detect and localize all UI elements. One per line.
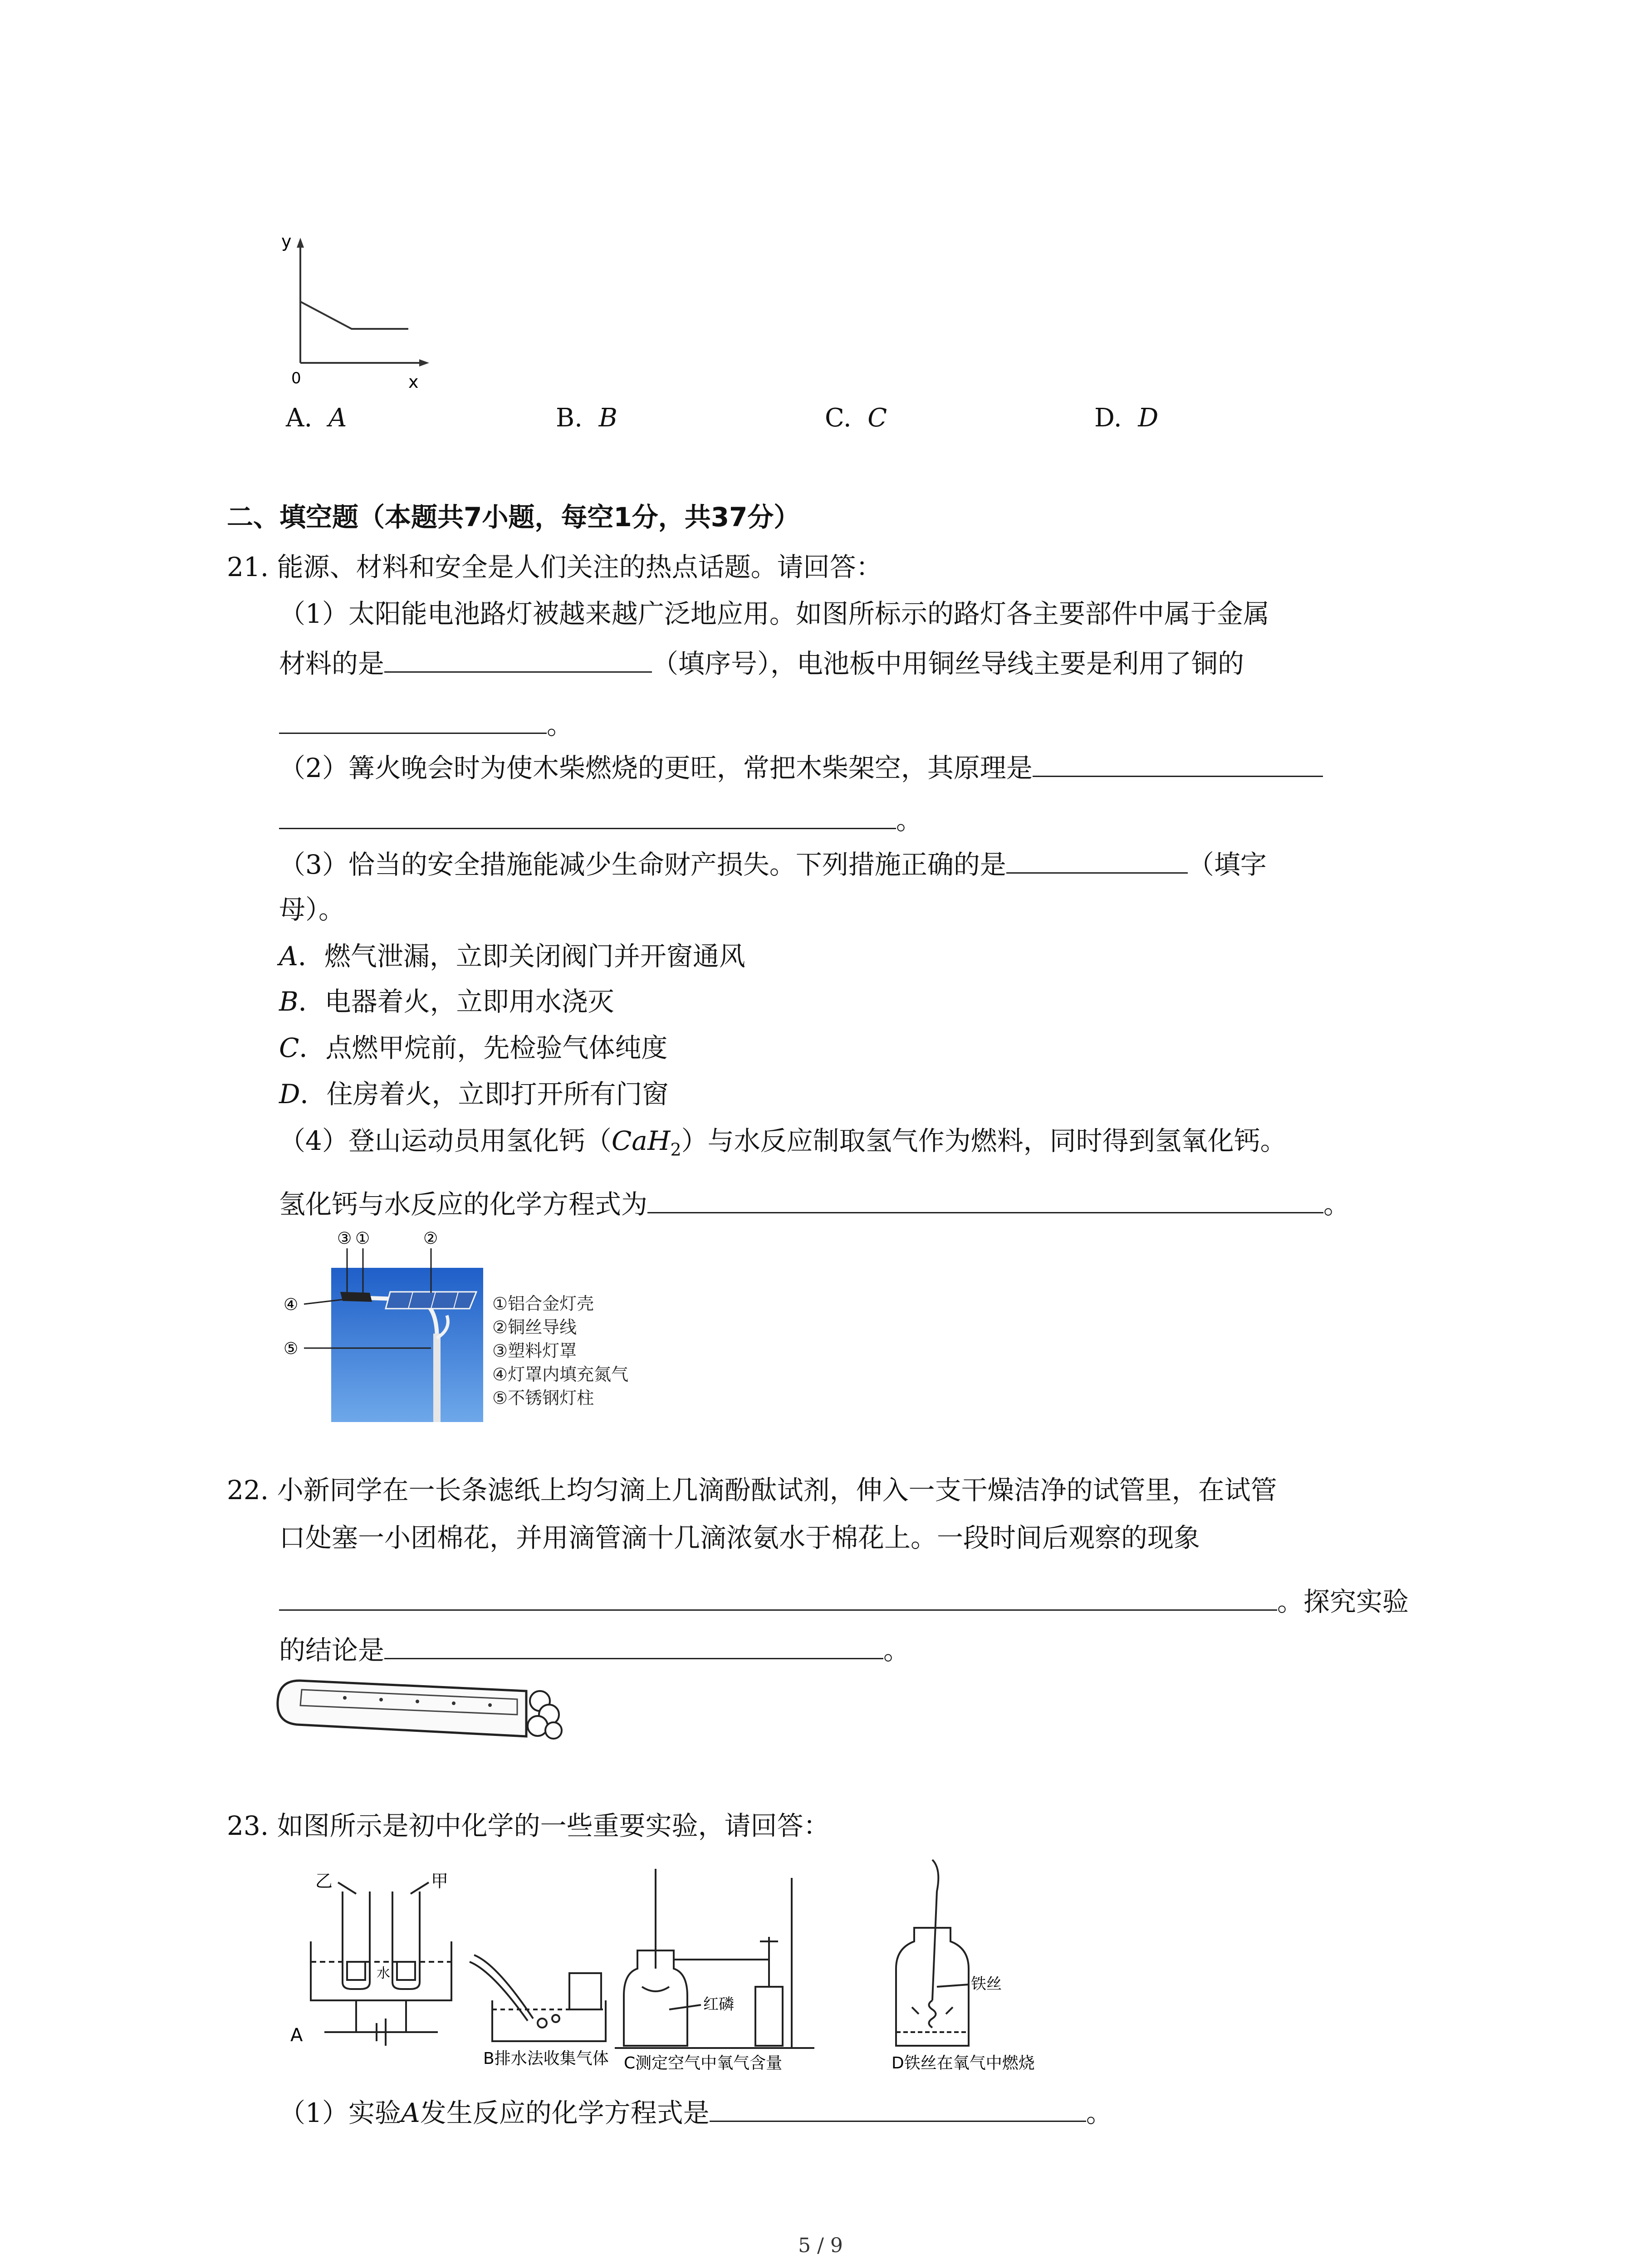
page-number: 5 / 9 — [798, 2234, 843, 2257]
q21-blank-3[interactable] — [1033, 748, 1323, 777]
q21-blank-1[interactable] — [384, 644, 652, 673]
experiments-figure — [279, 1851, 1096, 2077]
q21-stem: 21. 能源、材料和安全是人们关注的热点话题。请回答： — [227, 552, 882, 582]
label-d: D铁丝在氧气中燃烧 — [892, 2054, 1035, 2072]
q22-line4: 的结论是 。 — [279, 1631, 910, 1668]
section-title: 二、填空题（本题共7小题，每空1分，共37分） — [227, 502, 800, 533]
label-water: 水 — [377, 1965, 390, 1981]
label-c: C测定空气中氧气含量 — [624, 2054, 783, 2072]
lamp-label-1: ① — [355, 1229, 370, 1248]
lamp-label-5: ⑤ — [284, 1339, 299, 1358]
experiment-c — [615, 1869, 814, 2048]
graph-origin-label: 0 — [291, 369, 301, 387]
experiment-a — [311, 1882, 451, 2046]
q22-line2: 口处塞一小团棉花，并用滴管滴十几滴浓氨水于棉花上。一段时间后观察的现象 — [279, 1522, 1200, 1553]
lamp-legend — [492, 1292, 628, 1410]
legend-item: ④灯罩内填充氮气 — [492, 1364, 629, 1384]
q21-blank-4[interactable] — [279, 801, 896, 829]
q22-line1: 22. 小新同学在一长条滤纸上均匀滴上几滴酚酞试剂，伸入一支干燥洁净的试管里，在试管 — [227, 1475, 1277, 1505]
q23-blank-1[interactable] — [710, 2093, 1086, 2122]
q22-line3: 。探究实验 — [279, 1582, 1409, 1620]
label-jia: 甲 — [431, 1871, 449, 1891]
graph-y-label: y — [281, 231, 292, 251]
q21-part1-line2: 材料的是 （填序号），电池板中用铜丝导线主要是利用了铜的 — [279, 644, 1244, 682]
label-a: A — [290, 2025, 303, 2046]
legend-item: ⑤不锈钢灯柱 — [492, 1388, 594, 1408]
label-iron-wire: 铁丝 — [971, 1975, 1002, 1993]
prev-option-d: D. D — [1094, 403, 1159, 433]
q21-part3-line1: （3）恰当的安全措施能减少生命财产损失。下列措施正确的是 （填字 — [279, 845, 1267, 883]
prev-option-a: A. A — [286, 403, 347, 433]
q21-blank-5[interactable] — [1006, 845, 1188, 874]
q22-blank-1[interactable] — [279, 1582, 1277, 1611]
experiment-d — [896, 1860, 969, 2046]
q21-part4-line1: （4）登山运动员用氢化钙（CaH$_2$）与水反应制取氢气作为燃料，同时得到氢氧化钙。 — [279, 1125, 1287, 1160]
street-lamp-figure — [279, 1225, 665, 1424]
label-yi: 乙 — [315, 1871, 333, 1891]
q21-part4-line2: 氢化钙与水反应的化学方程式为 。 — [279, 1185, 1350, 1222]
q23-stem: 23. 如图所示是初中化学的一些重要实验，请回答： — [227, 1810, 830, 1841]
lamp-label-2: ② — [423, 1229, 438, 1248]
experiment-b — [470, 1955, 606, 2041]
prev-option-c: C. C — [825, 403, 887, 433]
q21-part1-line3: 。 — [279, 705, 573, 743]
line-graph — [272, 227, 436, 395]
legend-item: ①铝合金灯壳 — [492, 1294, 594, 1314]
legend-item: ③塑料灯罩 — [492, 1341, 577, 1361]
q21-option-c: C．点燃甲烷前，先检验气体纯度 — [279, 1032, 668, 1063]
legend-item: ②铜丝导线 — [492, 1317, 577, 1337]
q21-option-b: B．电器着火，立即用水浇灭 — [279, 986, 614, 1017]
q21-part1-line1: （1）太阳能电池路灯被越来越广泛地应用。如图所标示的路灯各主要部件中属于金属 — [279, 598, 1269, 629]
q21-option-a: A．燃气泄漏，立即关闭阀门并开窗通风 — [279, 941, 745, 972]
graph-x-label: x — [408, 372, 419, 392]
q21-blank-6[interactable] — [647, 1185, 1323, 1213]
test-tube-figure — [272, 1669, 581, 1746]
label-b: B排水法收集气体 — [483, 2049, 609, 2068]
lamp-label-4: ④ — [284, 1295, 299, 1314]
q21-part2-line2: 。 — [279, 801, 922, 838]
prev-option-b: B. B — [556, 403, 617, 433]
q22-blank-2[interactable] — [384, 1631, 883, 1659]
lamp-label-3: ③ — [337, 1229, 352, 1248]
q21-blank-2[interactable] — [279, 705, 547, 734]
label-red-phosphorus: 红磷 — [703, 1995, 734, 2014]
q23-part1: （1）实验A发生反应的化学方程式是 。 — [279, 2093, 1112, 2131]
q21-part3-line2: 母）。 — [279, 894, 345, 925]
q21-option-d: D．住房着火，立即打开所有门窗 — [279, 1079, 669, 1110]
q21-part2-line1: （2）篝火晚会时为使木柴燃烧的更旺，常把木柴架空，其原理是 — [279, 748, 1323, 786]
